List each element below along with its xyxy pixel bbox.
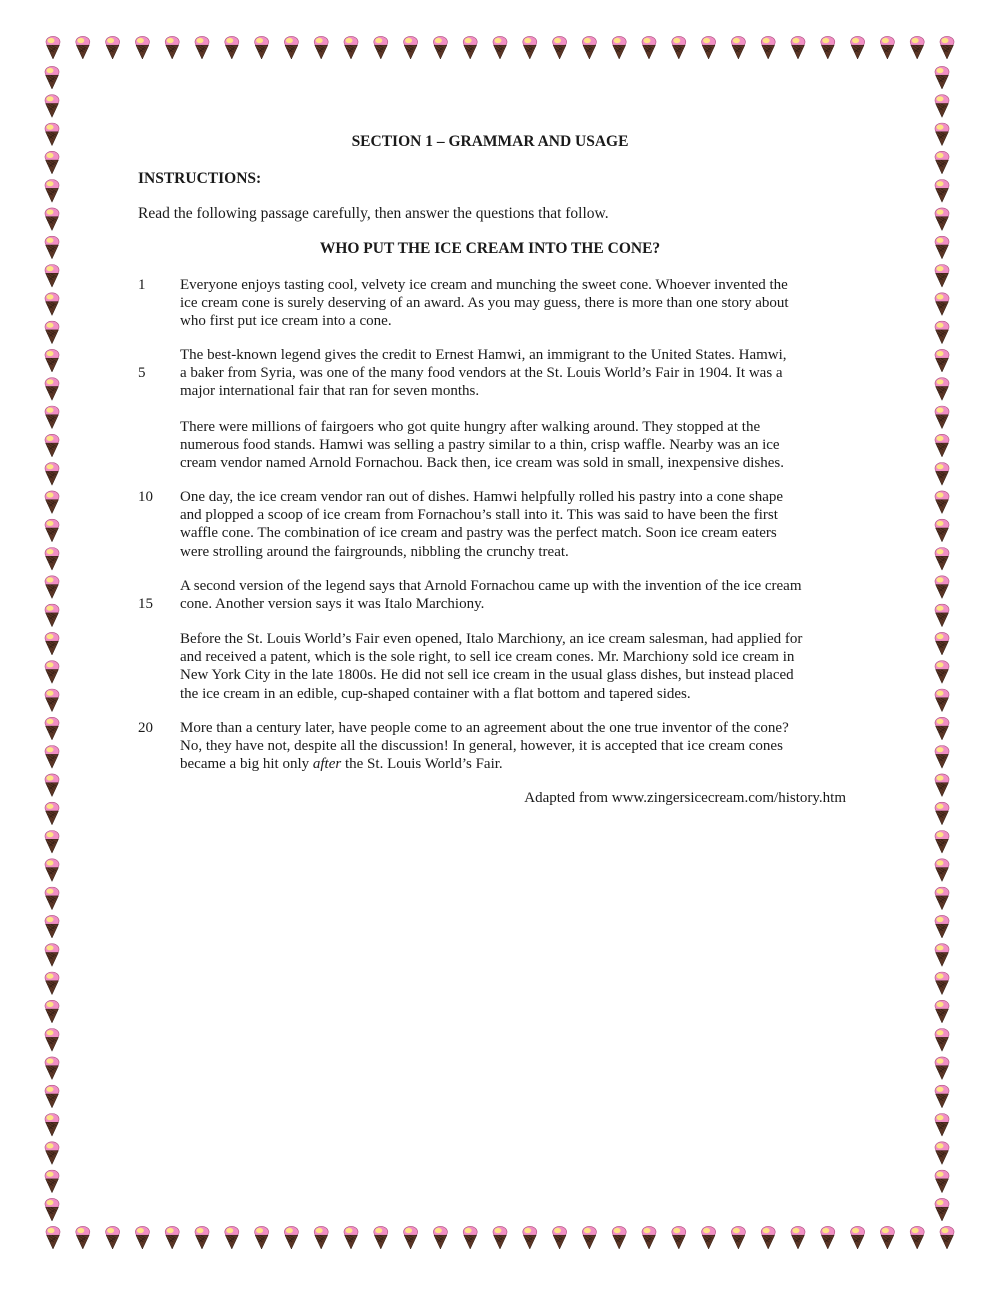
paragraph-2 xyxy=(180,346,846,401)
line-number-20: 20 xyxy=(138,720,153,736)
paragraph-line: No, they have not, despite all the discussion! In general, however, it is accepted that ice cream cones xyxy=(180,738,783,755)
paragraph-line: who first put ice cream into a cone. xyxy=(180,313,392,330)
paragraph-line: Everyone enjoys tasting cool, velvety ice cream and munching the sweet cone. Whoever invented the xyxy=(180,277,788,293)
passage-title: WHO PUT THE ICE CREAM INTO THE CONE? xyxy=(319,240,661,257)
text-run: became a big hit only xyxy=(180,756,313,773)
paragraph-line: Before the St. Louis World’s Fair even opened, Italo Marchiony, an ice cream salesman, had applied for xyxy=(180,631,803,647)
line-number-1: 1 xyxy=(138,277,146,293)
line-number-5: 5 xyxy=(138,365,146,381)
paragraph-line: The best-known legend gives the credit to Ernest Hamwi, an immigrant to the United States. Hamwi, xyxy=(180,347,787,363)
source-citation: Adapted from www.zingersicecream.com/history.htm xyxy=(524,790,846,806)
paragraph-line: major international fair that ran for seven months. xyxy=(180,383,480,400)
paragraph-line: waffle cone. The combination of ice cream and pastry was the perfect match. Soon ice cream eaters xyxy=(180,525,777,542)
paragraph-line: and received a patent, which is the sole right, to sell ice cream cones. Mr. Marchiony sold ice cream in xyxy=(180,649,795,666)
paragraph-line: were strolling around the fairgrounds, nibbling the crunchy treat. xyxy=(180,543,569,560)
paragraph-line-last xyxy=(180,755,846,773)
text-run: the St. Louis World’s Fair. xyxy=(341,756,503,773)
paragraph-line: cone. Another version says it was Italo Marchiony. xyxy=(180,596,485,613)
paragraph-5 xyxy=(180,577,846,613)
emphasis-after: after xyxy=(312,756,342,773)
paragraph-line: More than a century later, have people come to an agreement about the one true inventor of the cone? xyxy=(180,720,789,736)
line-number-15: 15 xyxy=(138,596,153,612)
paragraph-line: the ice cream in an edible, cup-shaped container with a flat bottom and tapered sides. xyxy=(180,685,691,702)
paragraph-line: There were millions of fairgoers who got quite hungry after walking around. They stopped at the xyxy=(180,419,761,435)
paragraph-line: ice cream cone is surely deserving of an award. As you may guess, there is more than one story about xyxy=(180,295,789,312)
section-title: SECTION 1 – GRAMMAR AND USAGE xyxy=(351,133,629,150)
paragraph-line: A second version of the legend says that Arnold Fornachou came up with the invention of the ice cream xyxy=(180,578,802,594)
paragraph-line: New York City in the late 1800s. He did not sell ice cream in the usual glass dishes, but instead placed xyxy=(180,667,794,684)
paragraph-line: a baker from Syria, was one of the many food vendors at the St. Louis World’s Fair in 1904. It was a xyxy=(180,365,783,382)
paragraph-1 xyxy=(180,276,846,331)
paragraph-line: One day, the ice cream vendor ran out of dishes. Hamwi helpfully rolled his pastry into a cone shape xyxy=(180,489,784,505)
instructions-heading: INSTRUCTIONS: xyxy=(138,170,262,187)
line-number-10: 10 xyxy=(138,489,153,505)
paragraph-4 xyxy=(180,488,846,561)
paragraph-line: cream vendor named Arnold Fornachou. Back then, ice cream was sold in small, inexpensive dishes. xyxy=(180,455,784,472)
instructions-text: Read the following passage carefully, then answer the questions that follow. xyxy=(138,205,609,222)
paragraph-6 xyxy=(180,630,846,703)
paragraph-7 xyxy=(180,719,846,774)
paragraph-3 xyxy=(180,418,846,473)
paragraph-line: numerous food stands. Hamwi was selling a pastry similar to a thin, crisp waffle. Nearby was an ice xyxy=(180,437,780,454)
paragraph-line: and plopped a scoop of ice cream from Fornachou’s stall into it. This was said to have been the first xyxy=(180,507,778,524)
